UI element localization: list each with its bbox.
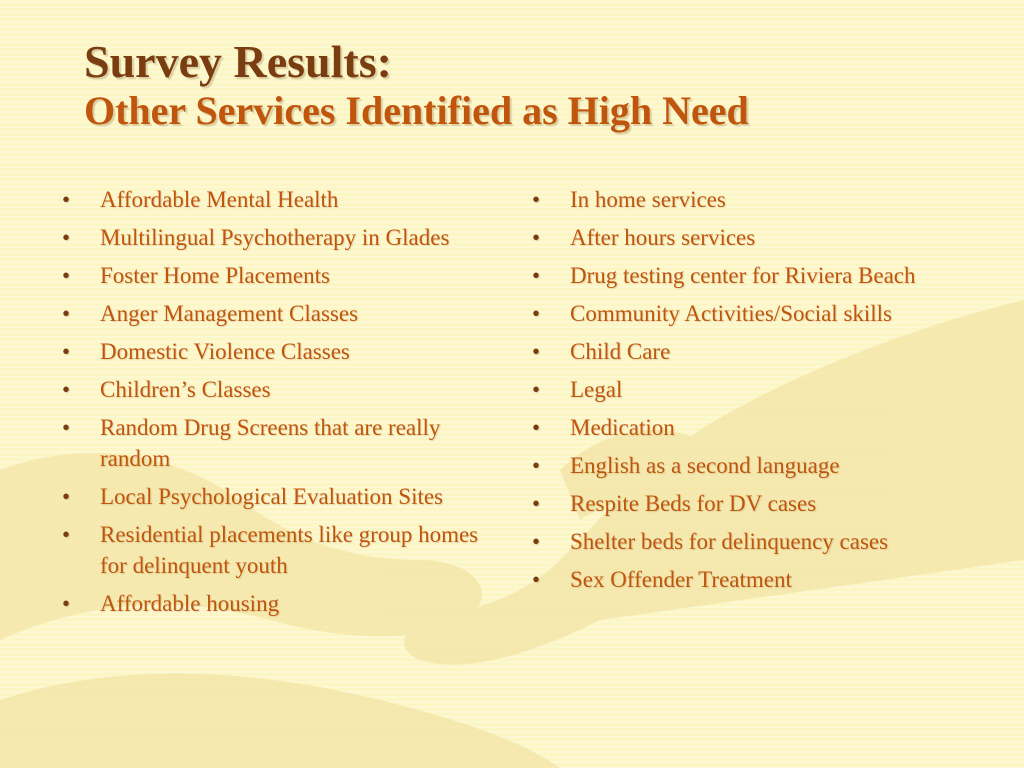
bullet-icon: • xyxy=(62,339,71,364)
title-line-1: Survey Results: xyxy=(84,36,392,87)
list-item-text: Children’s Classes xyxy=(100,377,271,402)
list-item-text: Affordable housing xyxy=(100,591,280,616)
list-item xyxy=(62,260,482,291)
bullet-icon: • xyxy=(532,225,541,250)
list-item xyxy=(62,412,482,474)
list-item-text: Domestic Violence Classes xyxy=(100,339,350,364)
list-item-text: After hours services xyxy=(570,225,756,250)
list-item xyxy=(62,298,482,329)
bullet-icon: • xyxy=(532,567,541,592)
list-item xyxy=(62,336,482,367)
bullet-icon: • xyxy=(62,263,71,288)
list-item-text: Drug testing center for Riviera Beach xyxy=(570,263,916,288)
bullet-icon: • xyxy=(62,484,71,509)
bullet-icon: • xyxy=(532,453,541,478)
bullet-icon: • xyxy=(62,522,71,547)
list-item-text: Sex Offender Treatment xyxy=(570,567,792,592)
list-item-text: Local Psychological Evaluation Sites xyxy=(100,484,444,509)
list-item-text: Multilingual Psychotherapy in Glades xyxy=(100,225,450,250)
left-bullet-list xyxy=(62,184,482,626)
bullet-icon: • xyxy=(532,491,541,516)
list-item xyxy=(532,450,972,481)
list-item-text: Anger Management Classes xyxy=(100,301,359,326)
title-line-2: Other Services Identified as High Need xyxy=(84,88,749,133)
list-item-text: English as a second language xyxy=(570,453,840,478)
list-item xyxy=(62,588,482,619)
list-item xyxy=(532,298,972,329)
list-item xyxy=(532,222,972,253)
list-item xyxy=(532,412,972,443)
bullet-icon: • xyxy=(532,377,541,402)
list-item xyxy=(532,488,972,519)
list-item-text: Community Activities/Social skills xyxy=(570,301,893,326)
list-item xyxy=(532,526,972,557)
list-item xyxy=(532,184,972,215)
list-item xyxy=(62,519,482,581)
list-item-text: In home services xyxy=(570,187,726,212)
bullet-icon: • xyxy=(62,415,71,440)
bullet-icon: • xyxy=(532,529,541,554)
bullet-icon: • xyxy=(62,187,71,212)
list-item xyxy=(532,374,972,405)
list-item xyxy=(62,222,482,253)
bullet-icon: • xyxy=(532,187,541,212)
list-item xyxy=(532,564,972,595)
list-item xyxy=(532,260,972,291)
bullet-icon: • xyxy=(532,339,541,364)
right-bullet-list xyxy=(532,184,972,602)
list-item-text: Residential placements like group homes for delinquent youth xyxy=(100,522,479,578)
bullet-icon: • xyxy=(62,591,71,616)
list-item-text: Random Drug Screens that are really random xyxy=(100,415,441,471)
list-item xyxy=(62,374,482,405)
list-item-text: Legal xyxy=(570,377,623,402)
bullet-icon: • xyxy=(532,263,541,288)
bullet-icon: • xyxy=(532,301,541,326)
list-item-text: Affordable Mental Health xyxy=(100,187,339,212)
bullet-icon: • xyxy=(62,301,71,326)
list-item xyxy=(62,481,482,512)
list-item xyxy=(532,336,972,367)
list-item-text: Shelter beds for delinquency cases xyxy=(570,529,889,554)
bullet-icon: • xyxy=(62,225,71,250)
bullet-icon: • xyxy=(532,415,541,440)
list-item-text: Foster Home Placements xyxy=(100,263,330,288)
list-item-text: Child Care xyxy=(570,339,671,364)
bullet-icon: • xyxy=(62,377,71,402)
list-item-text: Respite Beds for DV cases xyxy=(570,491,817,516)
list-item-text: Medication xyxy=(570,415,675,440)
slide-title xyxy=(84,36,749,134)
list-item xyxy=(62,184,482,215)
